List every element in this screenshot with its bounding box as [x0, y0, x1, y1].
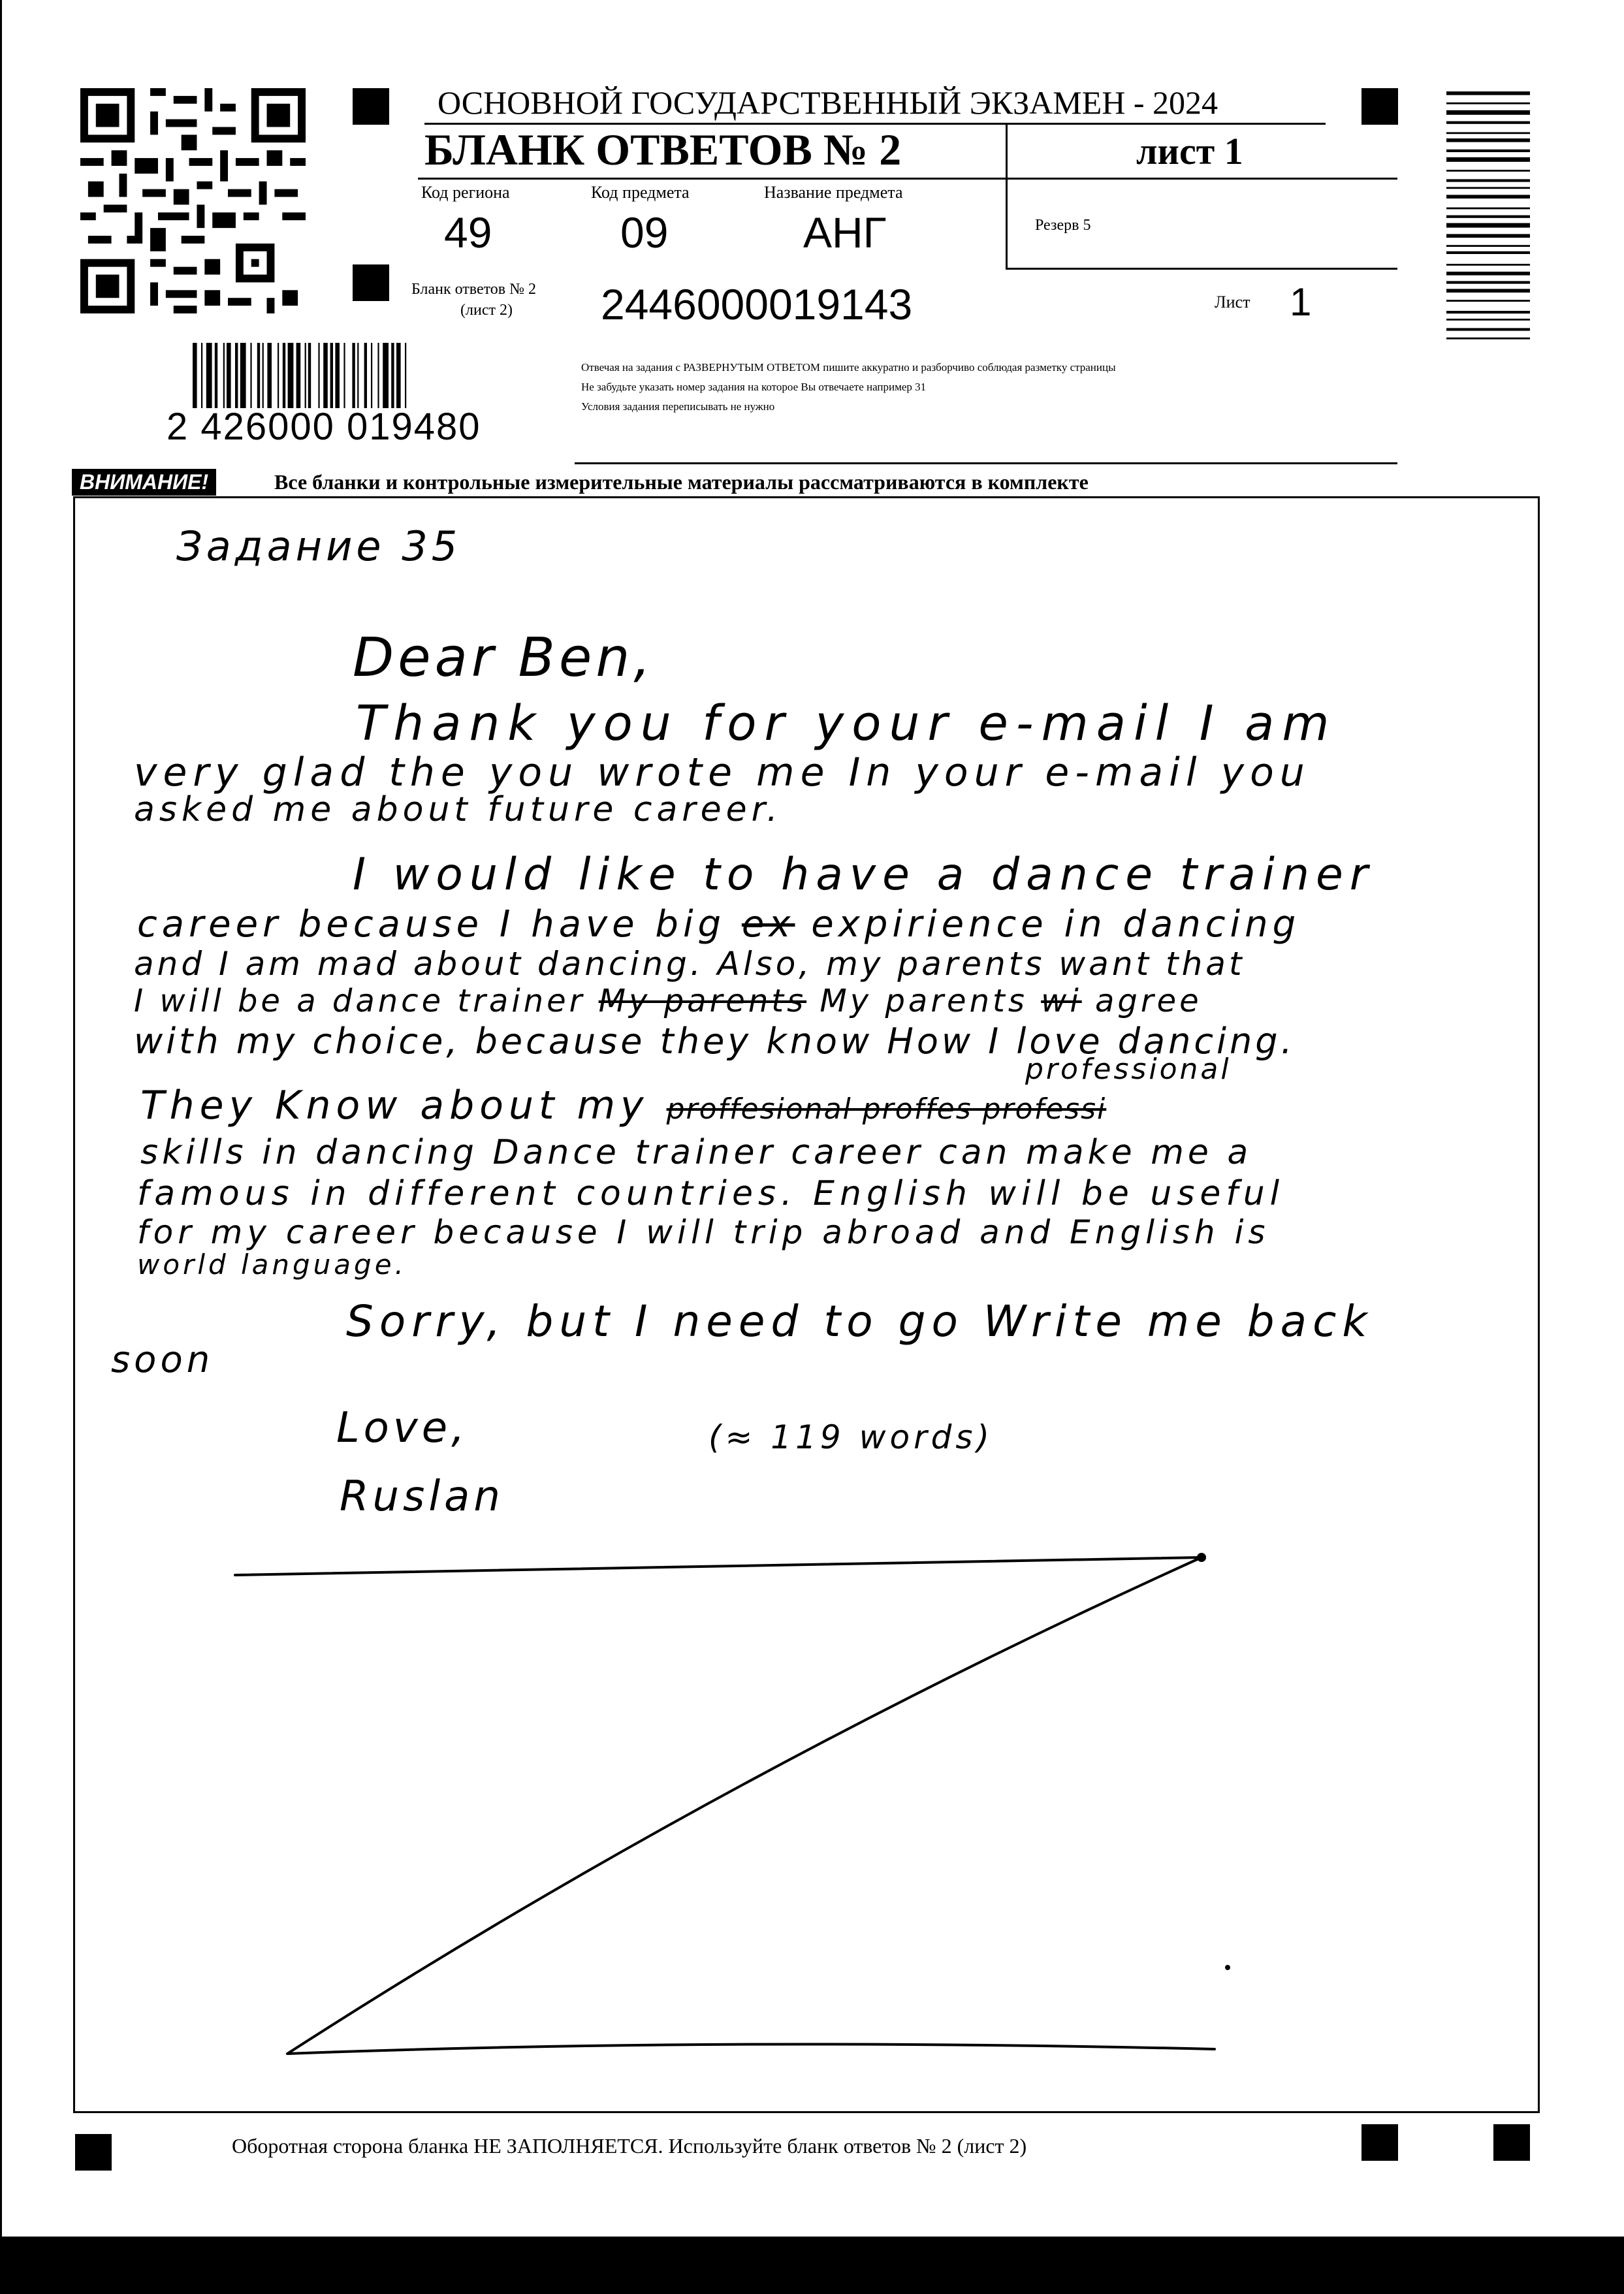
subject-code-value: 09: [620, 208, 669, 257]
letter-line: famous in different countries. English will be useful: [137, 1174, 1285, 1213]
word-count: (≈ 119 words): [709, 1418, 993, 1456]
letter-line: skills in dancing Dance trainer career can make me a: [140, 1133, 1252, 1172]
strikethrough-text: proffesional proffes professi: [666, 1092, 1107, 1126]
letter-line: very glad the you wrote me In your e-mail you: [134, 750, 1311, 795]
form-ref-label: Бланк ответов № 2: [411, 281, 537, 298]
letter-line: Thank you for your e-mail I am: [356, 695, 1337, 752]
sheet-title: лист 1: [1136, 130, 1243, 172]
letter-line: with my choice, because they know How I love dancing.: [134, 1021, 1296, 1062]
letter-line: for my career because I will trip abroad and English is: [137, 1213, 1270, 1251]
registration-marker: [1361, 2124, 1398, 2161]
subject-code-label: Код предмета: [591, 183, 690, 202]
letter-text: expirience in dancing: [811, 903, 1301, 946]
letter-line: world language.: [137, 1249, 407, 1281]
form-ref-number: 2446000019143: [601, 280, 913, 328]
region-code-label: Код региона: [421, 183, 510, 202]
letter-text: My parents: [820, 983, 1028, 1019]
reserve-label: Резерв 5: [1035, 217, 1091, 234]
scan-bottom-border: [0, 2237, 1624, 2294]
task-label: Задание 35: [176, 522, 462, 570]
subject-name-value: АНГ: [803, 208, 887, 257]
greeting: Dear Ben,: [353, 627, 655, 689]
letter-line: Sorry, but I need to go Write me back: [346, 1296, 1373, 1346]
sheet-number: 1: [1290, 280, 1312, 324]
letter-line: and I am mad about dancing. Also, my parents want that: [134, 945, 1245, 983]
registration-marker: [1493, 2124, 1530, 2161]
region-code-value: 49: [444, 208, 492, 257]
notice-text: Все бланки и контрольные измерительные материалы рассматриваются в комплекте: [274, 470, 1089, 494]
registration-marker: [75, 2134, 112, 2171]
footer-note: Оборотная сторона бланка НЕ ЗАПОЛНЯЕТСЯ. Используйте бланк ответов № 2 (лист 2): [232, 2134, 1027, 2158]
letter-text: agree: [1094, 983, 1202, 1019]
form-title: БЛАНК ОТВЕТОВ № 2: [424, 125, 902, 174]
strikethrough-text: ex: [741, 903, 795, 946]
closing: Love,: [336, 1404, 469, 1452]
letter-line: asked me about future career.: [134, 790, 782, 829]
letter-text: They Know about my: [140, 1083, 649, 1128]
exam-title: ОСНОВНОЙ ГОСУДАРСТВЕННЫЙ ЭКЗАМЕН - 2024: [438, 84, 1218, 121]
strikethrough-text: wi: [1041, 983, 1082, 1019]
letter-line: I would like to have a dance trainer: [353, 849, 1375, 900]
barcode-number: 2 426000 019480: [167, 406, 481, 448]
sheet-label: Лист: [1215, 293, 1250, 311]
scan-left-edge: [0, 0, 2, 2294]
letter-text: career because I have big: [137, 903, 726, 946]
strikethrough-text: My parents: [598, 983, 807, 1019]
form-ref-sublabel: (лист 2): [460, 302, 513, 319]
instruction-line: Не забудьте указать номер задания на которое Вы отвечаете например 31: [581, 381, 927, 393]
subject-name-label: Название предмета: [764, 183, 903, 202]
signature: Ruslan: [340, 1473, 504, 1521]
letter-line: soon: [111, 1339, 214, 1381]
instruction-line: Условия задания переписывать не нужно: [581, 400, 775, 413]
notice-badge: ВНИМАНИЕ!: [72, 469, 216, 496]
letter-text: I will be a dance trainer: [134, 983, 586, 1019]
inserted-word: professional: [1025, 1053, 1232, 1086]
instruction-line: Отвечая на задания с РАЗВЕРНУТЫМ ОТВЕТОМ пишите аккуратно и разборчиво соблюдая разметку страницы: [581, 361, 1116, 374]
